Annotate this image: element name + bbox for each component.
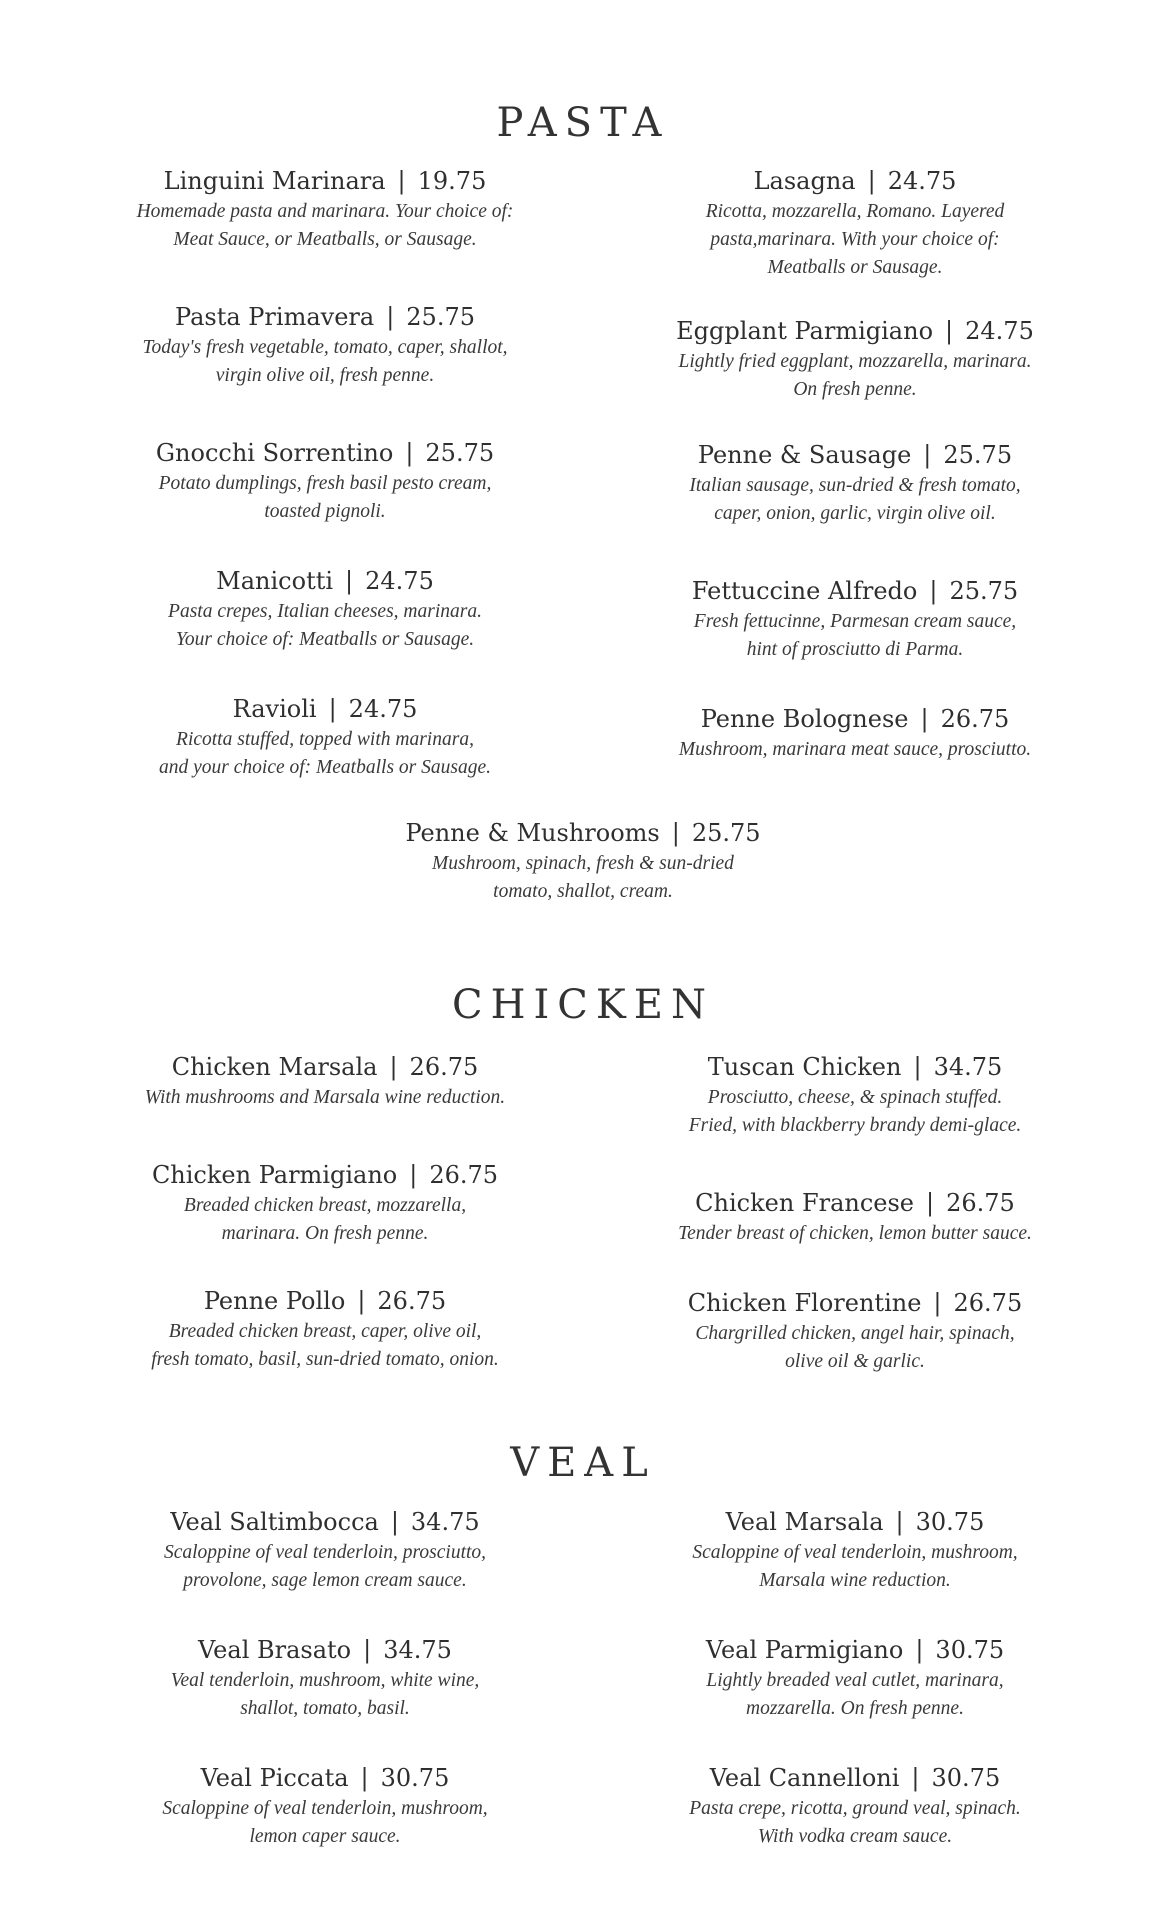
item-name: Eggplant Parmigiano [676, 317, 934, 345]
desc-line: virgin olive oil, fresh penne. [215, 365, 435, 386]
menu-item [100, 564, 550, 654]
item-price: 34.75 [410, 1508, 480, 1536]
menu-item [100, 1050, 550, 1112]
desc-line: Prosciutto, cheese, & spinach stuffed. [707, 1087, 1003, 1108]
item-name-line [100, 692, 550, 726]
menu-item [620, 574, 1090, 664]
desc-line: Meatballs or Sausage. [767, 257, 943, 278]
price-separator: | [328, 695, 337, 723]
desc-line: Scaloppine of veal tenderloin, mushroom, [692, 1542, 1018, 1563]
desc-line: provolone, sage lemon cream sauce. [183, 1570, 467, 1591]
item-description [100, 726, 550, 782]
desc-line: pasta,marinara. With your choice of: [710, 229, 1000, 250]
desc-line: Ricotta stuffed, topped with marinara, [176, 729, 474, 750]
item-name: Lasagna [753, 167, 856, 195]
price-separator: | [389, 1053, 398, 1081]
desc-line: olive oil & garlic. [785, 1351, 925, 1372]
item-name-line [620, 574, 1090, 608]
item-price: 24.75 [365, 567, 434, 595]
item-name-line [100, 1158, 550, 1192]
menu-item [620, 702, 1090, 764]
item-description [100, 598, 550, 654]
menu-item [620, 1761, 1090, 1851]
item-description [620, 198, 1090, 282]
desc-line: Tender breast of chicken, lemon butter sauce. [678, 1223, 1032, 1244]
price-separator: | [386, 303, 395, 331]
desc-line: Chargrilled chicken, angel hair, spinach, [695, 1323, 1015, 1344]
desc-line: lemon caper sauce. [249, 1826, 401, 1847]
desc-line: Homemade pasta and marinara. Your choice of: [136, 201, 514, 222]
desc-line: Pasta crepes, Italian cheeses, marinara. [168, 601, 482, 622]
menu-item [100, 1158, 550, 1248]
item-name: Ravioli [232, 695, 317, 723]
item-description [620, 1220, 1090, 1248]
price-separator: | [867, 167, 876, 195]
item-description [100, 1795, 550, 1851]
price-separator: | [920, 705, 929, 733]
desc-line: shallot, tomato, basil. [240, 1698, 410, 1719]
item-name: Veal Piccata [200, 1764, 349, 1792]
item-name: Tuscan Chicken [707, 1053, 902, 1081]
item-description [100, 198, 550, 254]
item-description [620, 1320, 1090, 1376]
menu-item [100, 692, 550, 782]
item-name: Veal Parmigiano [705, 1636, 904, 1664]
section-title-chicken: CHICKEN [452, 982, 714, 1028]
section-title-pasta: PASTA [496, 100, 670, 146]
menu-item [100, 1505, 550, 1595]
item-price: 30.75 [935, 1636, 1005, 1664]
item-price: 19.75 [417, 167, 487, 195]
item-price: 34.75 [383, 1636, 452, 1664]
item-price: 24.75 [887, 167, 957, 195]
item-description [333, 850, 833, 906]
item-description [620, 348, 1090, 404]
desc-line: Fried, with blackberry brandy demi-glace. [688, 1115, 1022, 1136]
item-name-line [100, 164, 550, 198]
item-price: 26.75 [377, 1287, 447, 1315]
item-price: 30.75 [931, 1764, 1001, 1792]
item-name: Linguini Marinara [163, 167, 386, 195]
item-name: Veal Brasato [198, 1636, 352, 1664]
item-name-line [620, 1186, 1090, 1220]
item-description [620, 1667, 1090, 1723]
item-price: 26.75 [946, 1189, 1015, 1217]
item-price: 25.75 [425, 439, 495, 467]
item-name-line [620, 1633, 1090, 1667]
item-name-line [100, 1505, 550, 1539]
desc-line: Italian sausage, sun-dried & fresh tomato, [689, 475, 1021, 496]
item-price: 25.75 [943, 441, 1013, 469]
price-separator: | [933, 1289, 942, 1317]
price-separator: | [357, 1287, 366, 1315]
item-name-line [620, 1505, 1090, 1539]
item-description [620, 472, 1090, 528]
item-name: Pasta Primavera [175, 303, 375, 331]
item-name-line [620, 164, 1090, 198]
desc-line: Mushroom, marinara meat sauce, prosciutto. [678, 739, 1032, 760]
desc-line: Scaloppine of veal tenderloin, mushroom, [162, 1798, 488, 1819]
item-description [620, 1795, 1090, 1851]
item-price: 26.75 [940, 705, 1010, 733]
desc-line: With vodka cream sauce. [757, 1826, 953, 1847]
price-separator: | [915, 1636, 924, 1664]
item-price: 24.75 [965, 317, 1034, 345]
item-name: Veal Saltimbocca [170, 1508, 379, 1536]
price-separator: | [911, 1764, 920, 1792]
desc-line: toasted pignoli. [264, 501, 386, 522]
menu-item [620, 438, 1090, 528]
item-name-line [100, 1633, 550, 1667]
desc-line: Mushroom, spinach, fresh & sun-dried [432, 853, 734, 874]
item-description [100, 1192, 550, 1248]
menu-item [620, 164, 1090, 282]
menu-item [620, 1050, 1090, 1140]
desc-line: Veal tenderloin, mushroom, white wine, [170, 1670, 480, 1691]
item-name: Chicken Francese [695, 1189, 914, 1217]
desc-line: hint of prosciutto di Parma. [746, 639, 964, 660]
item-description [620, 1084, 1090, 1140]
menu-item [620, 1186, 1090, 1248]
item-name: Veal Marsala [725, 1508, 884, 1536]
menu-item [100, 300, 550, 390]
item-name: Manicotti [216, 567, 334, 595]
item-price: 25.75 [949, 577, 1019, 605]
desc-line: On fresh penne. [793, 379, 917, 400]
desc-line: Ricotta, mozzarella, Romano. Layered [705, 201, 1005, 222]
desc-line: mozzarella. On fresh penne. [746, 1698, 964, 1719]
price-separator: | [913, 1053, 922, 1081]
desc-line: Your choice of: Meatballs or Sausage. [175, 629, 475, 650]
desc-line: Lightly fried eggplant, mozzarella, marinara. [678, 351, 1032, 372]
price-separator: | [945, 317, 954, 345]
price-separator: | [363, 1636, 372, 1664]
item-description [100, 334, 550, 390]
item-name-line [100, 1050, 550, 1084]
item-name: Fettuccine Alfredo [691, 577, 918, 605]
item-name-line [100, 436, 550, 470]
price-separator: | [405, 439, 414, 467]
item-price: 30.75 [380, 1764, 450, 1792]
item-price: 26.75 [429, 1161, 499, 1189]
desc-line: fresh tomato, basil, sun-dried tomato, onion. [151, 1349, 499, 1370]
item-name: Chicken Florentine [687, 1289, 922, 1317]
menu-item [333, 816, 833, 906]
item-price: 34.75 [933, 1053, 1003, 1081]
desc-line: tomato, shallot, cream. [493, 881, 673, 902]
item-name: Penne Pollo [203, 1287, 346, 1315]
menu-item [100, 164, 550, 254]
item-name-line [100, 1761, 550, 1795]
item-description [620, 1539, 1090, 1595]
price-separator: | [390, 1508, 399, 1536]
desc-line: Lightly breaded veal cutlet, marinara, [706, 1670, 1004, 1691]
item-name-line [620, 1761, 1090, 1795]
item-name-line [100, 300, 550, 334]
item-description [100, 1667, 550, 1723]
menu-item [100, 436, 550, 526]
item-name-line [620, 314, 1090, 348]
item-name-line [620, 1050, 1090, 1084]
item-price: 26.75 [409, 1053, 479, 1081]
desc-line: Fresh fettucinne, Parmesan cream sauce, [693, 611, 1017, 632]
menu-item [620, 1505, 1090, 1595]
desc-line: Breaded chicken breast, caper, olive oil, [168, 1321, 482, 1342]
item-description [100, 1318, 550, 1374]
item-description [100, 470, 550, 526]
item-price: 26.75 [953, 1289, 1023, 1317]
desc-line: Breaded chicken breast, mozzarella, [183, 1195, 467, 1216]
item-name: Chicken Parmigiano [151, 1161, 398, 1189]
price-separator: | [926, 1189, 935, 1217]
price-separator: | [671, 819, 680, 847]
item-name: Penne & Sausage [697, 441, 912, 469]
item-price: 25.75 [406, 303, 475, 331]
item-price: 30.75 [915, 1508, 985, 1536]
item-name: Chicken Marsala [171, 1053, 378, 1081]
item-name: Penne & Mushrooms [405, 819, 660, 847]
menu-item [100, 1284, 550, 1374]
desc-line: marinara. On fresh penne. [221, 1223, 429, 1244]
item-name: Gnocchi Sorrentino [155, 439, 394, 467]
menu-item [620, 314, 1090, 404]
item-description [100, 1084, 550, 1112]
desc-line: Potato dumplings, fresh basil pesto cream, [158, 473, 492, 494]
price-separator: | [895, 1508, 904, 1536]
desc-line: Scaloppine of veal tenderloin, prosciutto, [163, 1542, 487, 1563]
desc-line: Marsala wine reduction. [759, 1570, 951, 1591]
item-name-line [620, 1286, 1090, 1320]
price-separator: | [409, 1161, 418, 1189]
desc-line: Pasta crepe, ricotta, ground veal, spinach. [689, 1798, 1021, 1819]
item-name-line [333, 816, 833, 850]
desc-line: and your choice of: Meatballs or Sausage. [159, 757, 491, 778]
item-name-line [620, 438, 1090, 472]
price-separator: | [360, 1764, 369, 1792]
item-name: Veal Cannelloni [709, 1764, 900, 1792]
item-name-line [620, 702, 1090, 736]
desc-line: caper, onion, garlic, virgin olive oil. [714, 503, 996, 524]
item-description [100, 1539, 550, 1595]
item-name-line [100, 564, 550, 598]
section-title-veal: VEAL [510, 1440, 656, 1486]
price-separator: | [929, 577, 938, 605]
menu-item [100, 1761, 550, 1851]
menu-item [620, 1286, 1090, 1376]
item-price: 25.75 [691, 819, 761, 847]
item-description [620, 736, 1090, 764]
price-separator: | [923, 441, 932, 469]
item-name-line [100, 1284, 550, 1318]
desc-line: With mushrooms and Marsala wine reduction. [144, 1087, 506, 1108]
item-price: 24.75 [348, 695, 418, 723]
desc-line: Meat Sauce, or Meatballs, or Sausage. [173, 229, 477, 250]
item-description [620, 608, 1090, 664]
menu-item [100, 1633, 550, 1723]
item-name: Penne Bolognese [700, 705, 909, 733]
price-separator: | [397, 167, 406, 195]
desc-line: Today's fresh vegetable, tomato, caper, shallot, [142, 337, 508, 358]
menu-item [620, 1633, 1090, 1723]
price-separator: | [345, 567, 354, 595]
